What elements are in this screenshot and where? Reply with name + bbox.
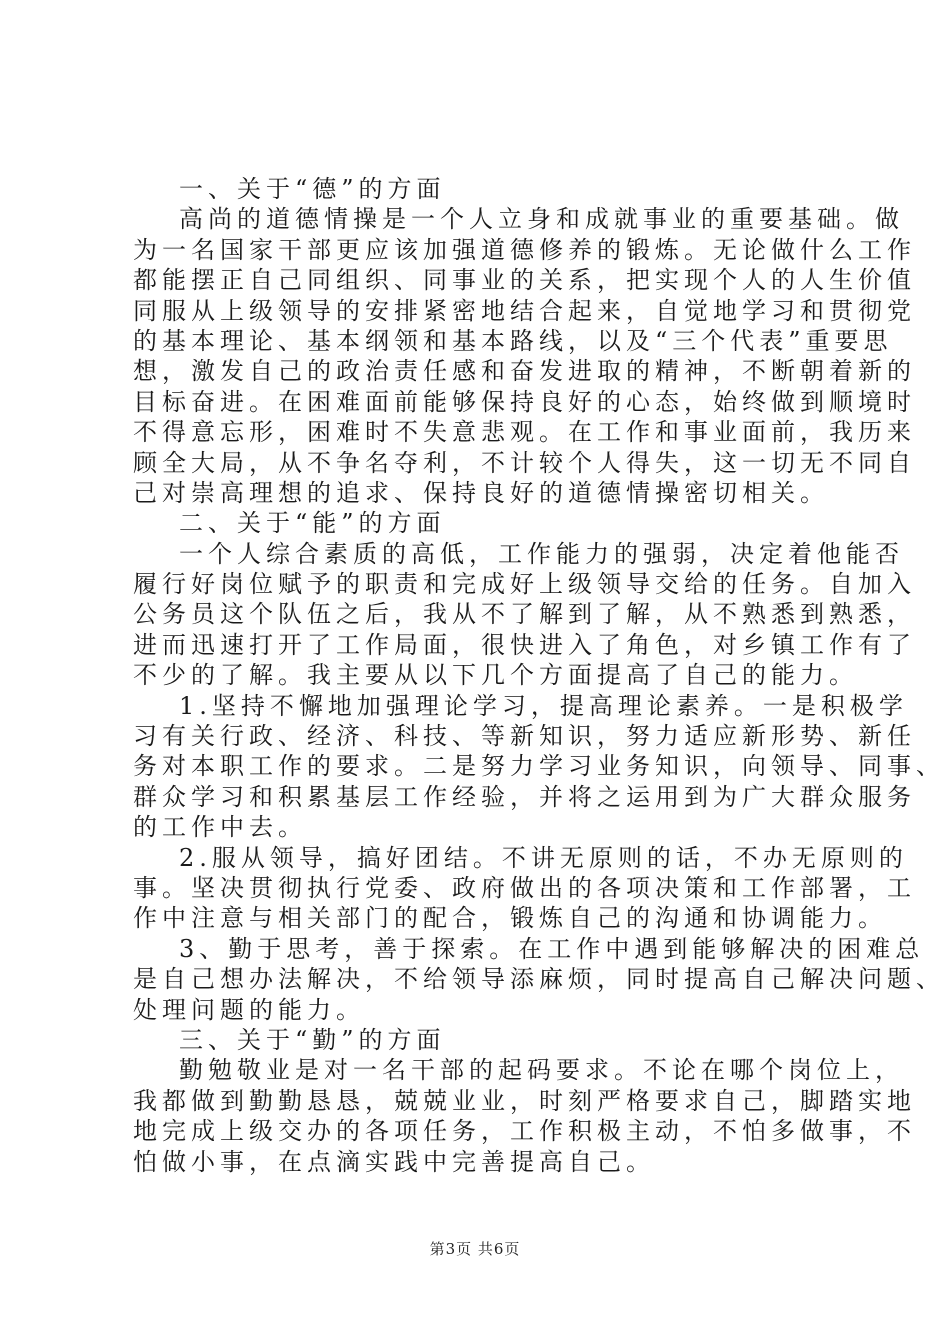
paragraph-line: 的工作中去。 <box>133 813 307 842</box>
paragraph-line: 我都做到勤勤恳恳，兢兢业业，时刻严格要求自己，脚踏实地 <box>133 1086 916 1115</box>
page-indicator: 第3页 共6页 <box>429 1240 521 1258</box>
paragraph-line: 高尚的道德情操是一个人立身和成就事业的重要基础。做 <box>179 205 904 234</box>
page-footer <box>0 1238 950 1259</box>
paragraph-line: 作中注意与相关部门的配合，锻炼自己的沟通和协调能力。 <box>133 904 887 933</box>
paragraph-line: 顾全大局，从不争名夺利，不计较个人得失，这一切无不同自 <box>133 448 916 477</box>
paragraph-line: 事。坚决贯彻执行党委、政府做出的各项决策和工作部署，工 <box>133 873 916 902</box>
section-heading-de: 一、关于“德”的方面 <box>179 175 446 203</box>
list-item-3-line: 3、勤于思考，善于探索。在工作中遇到能够解决的困难总 <box>179 934 925 963</box>
paragraph-line: 为一名国家干部更应该加强道德修养的锻炼。无论做什么工作 <box>133 235 916 264</box>
section-heading-neng: 二、关于“能”的方面 <box>179 509 446 538</box>
paragraph-line: 同服从上级领导的安排紧密地结合起来，自觉地学习和贯彻党 <box>133 296 916 325</box>
list-item-1-line: 1.坚持不懈地加强理论学习，提高理论素养。一是积极学 <box>179 691 908 720</box>
paragraph-line: 处理问题的能力。 <box>133 995 365 1024</box>
paragraph-line: 一个人综合素质的高低，工作能力的强弱，决定着他能否 <box>179 539 904 568</box>
section-heading-qin: 三、关于“勤”的方面 <box>179 1025 446 1054</box>
list-item-2-line: 2.服从领导，搞好团结。不讲无原则的话，不办无原则的 <box>179 843 908 872</box>
paragraph-line: 是自己想办法解决，不给领导添麻烦，同时提高自己解决问题、 <box>133 965 945 994</box>
paragraph-line: 想，激发自己的政治责任感和奋发进取的精神，不断朝着新的 <box>133 357 916 386</box>
paragraph-line: 己对崇高理想的追求、保持良好的道德情操密切相关。 <box>133 478 829 507</box>
paragraph-line: 勤勉敬业是对一名干部的起码要求。不论在哪个岗位上， <box>179 1056 904 1085</box>
paragraph-line: 怕做小事，在点滴实践中完善提高自己。 <box>133 1147 655 1176</box>
paragraph-line: 习有关行政、经济、科技、等新知识，努力适应新形势、新任 <box>133 722 916 751</box>
paragraph-line: 的基本理论、基本纲领和基本路线，以及“三个代表”重要思 <box>133 326 893 355</box>
paragraph-line: 群众学习和积累基层工作经验，并将之运用到为广大群众服务 <box>133 782 916 811</box>
paragraph-line: 进而迅速打开了工作局面，很快进入了角色，对乡镇工作有了 <box>133 630 916 659</box>
paragraph-line: 公务员这个队伍之后，我从不了解到了解，从不熟悉到熟悉， <box>133 600 916 629</box>
paragraph-line: 不得意忘形，困难时不失意悲观。在工作和事业面前，我历来 <box>133 418 916 447</box>
paragraph-line: 履行好岗位赋予的职责和完成好上级领导交给的任务。自加入 <box>133 570 916 599</box>
paragraph-line: 地完成上级交办的各项任务，工作积极主动，不怕多做事，不 <box>133 1117 916 1146</box>
paragraph-line: 不少的了解。我主要从以下几个方面提高了自己的能力。 <box>133 661 858 690</box>
document-body <box>133 174 945 1177</box>
paragraph-line: 务对本职工作的要求。二是努力学习业务知识，向领导、同事、 <box>133 752 945 781</box>
paragraph-line: 都能摆正自己同组织、同事业的关系，把实现个人的人生价值 <box>133 266 916 295</box>
paragraph-line: 目标奋进。在困难面前能够保持良好的心态，始终做到顺境时 <box>133 387 916 416</box>
